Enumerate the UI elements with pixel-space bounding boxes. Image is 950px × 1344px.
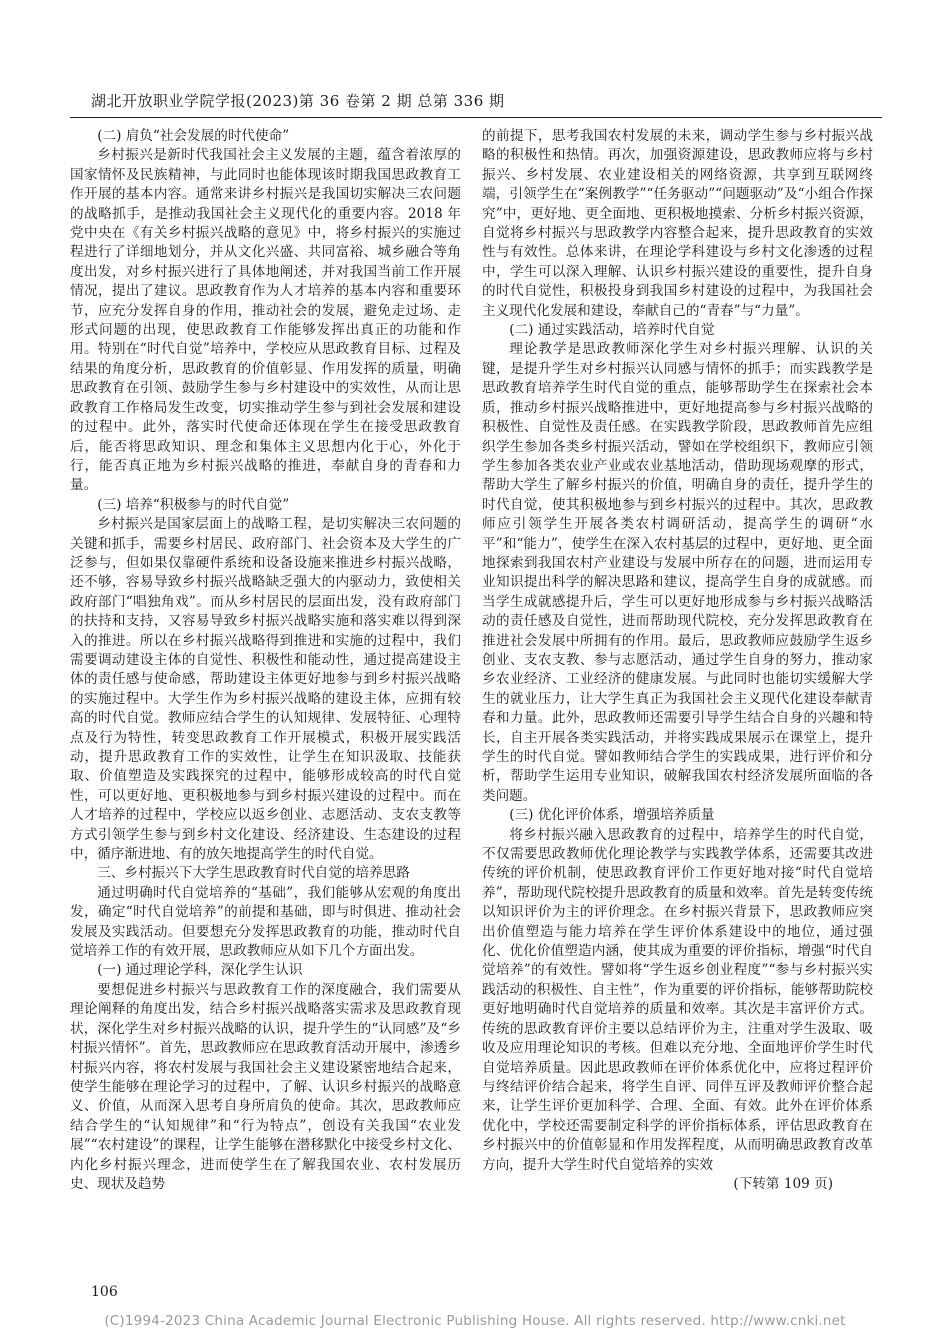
paragraph-continued: 的前提下，思考我国农村发展的未来，调动学生参与乡村振兴战略的积极性和热情。再次，加强资源建设，思政教师应将与乡村振兴、乡村发展、农业建设相关的网络资源，共享到互联网终端，引领学生在“案例教学”“任务驱动”“问题驱动”及“小组合作探究”中，更好地、更全面地、更积极地摸索、分析乡村振兴资源，自觉将乡村振兴与思政教学内容整合起来，提升思政教育的实效性与有效性。总体来讲，在理论学科建设与乡村文化渗透的过程中，学生可以深入理解、认识乡村振兴建设的重要性，提升自身的时代自觉性，积极投身到我国乡村建设的过程中，为我国社会主义现代化发展和建设，奉献自己的“青春”与“力量”。 bbox=[482, 128, 873, 319]
paragraph: 要想促进乡村振兴与思政教育工作的深度融合，我们需要从理论阐释的角度出发，结合乡村振兴战略落实需求及思政教育现状，深化学生对乡村振兴战略的认识，提升学生的“认同感”及“乡村振兴情怀”。首先，思政教师应在思政教育活动开展中，渗透乡村振兴内容，将农村发展与我国社会主义建设紧密地结合起来，使学生能够在理论学习的过程中，了解、认识乡村振兴的战略意义、价值，从而深入思考自身所肩负的使命。其次，思政教师应结合学生的“认知规律”和“行为特点”，创设有关我国“农业发展”“农村建设”的课程，让学生能够在潜移默化中接受乡村文化、内化乡村振兴理念，进而使学生在了解我国农业、农村发展历史、现状及趋势 bbox=[70, 981, 461, 1192]
header-rule bbox=[70, 117, 882, 118]
left-column bbox=[70, 127, 461, 1282]
section-heading: (三) 优化评价体系，增强培养质量 bbox=[509, 807, 715, 824]
paragraph: 理论教学是思政教师深化学生对乡村振兴理解、认识的关键，是提升学生对乡村振兴认同感与情怀的抓手；而实践教学是思政教育培养学生时代自觉的重点，能够帮助学生在探索社会本质，推动乡村振兴战略推进中，更好地提高参与乡村振兴战略的积极性、自觉性及责任感。在实践教学阶段，思政教师首先应组织学生参加各类乡村振兴活动，譬如在学校组织下，教师应引领学生参加各类农业产业或农业基地活动，借助现场观摩的形式，帮助大学生了解乡村振兴的价值，明确自身的责任，提升学生的时代自觉，使其积极地参与到乡村振兴的过程中。其次，思政教师应引领学生开展各类农村调研活动，提高学生的调研“水平”和“能力”，使学生在深入农村基层的过程中，更好地、更全面地探索到我国农村产业建设与发展中所存在的问题，进而运用专业知识提出科学的解决思路和建议，提高学生自身的成就感。而当学生成就感提升后，学生可以更好地形成参与乡村振兴战略活动的责任感及自觉性，进而帮助现代院校，充分发挥思政教育在推进社会发展中所拥有的作用。最后，思政教师应鼓励学生返乡创业、支农支教、参与志愿活动，通过学生自身的努力，推动家乡农业经济、工业经济的健康发展。与此同时也能切实缓解大学生的就业压力，让大学生真正为我国社会主义现代化建设奉献青春和力量。此外，思政教师还需要引导学生结合自身的兴趣和特长，自主开展各类实践活动，并将实践成果展示在课堂上，提升学生的时代自觉。譬如教师结合学生的实践成果，进行评价和分析，帮助学生运用专业知识，破解我国农村经济发展所面临的各类问题。 bbox=[482, 341, 873, 804]
section-heading: (二) 肩负“社会发展的时代使命” bbox=[97, 128, 290, 144]
paragraph: 乡村振兴是新时代我国社会主义发展的主题，蕴含着浓厚的国家情怀及民族精神，与此同时也能体现该时期我国思政教育工作开展的基本内容。通常来讲乡村振兴是我国切实解决三农问题的战略抓手，是推动我国社会主义现代化的重要内容。2018 年党中央在《有关乡村振兴战略的意见》中，将乡村振兴的实施过程进行了详细地划分，并从文化兴盛、共同富裕、城乡融合等角度出发，对乡村振兴进行了具体地阐述，并对我国当前工作开展情况，提出了建议。思政教育作为人才培养的基本内容和重要环节，应充分发挥自身的作用，推动社会的发展，避免走过场、走形式问题的出现，使思政教育工作能够发挥出真正的功能和作用。特别在“时代自觉”培养中，学校应从思政教育目标、过程及结果的角度分析，思政教育的价值彰显、作用发挥的质量，明确思政教育在引领、鼓励学生参与乡村建设中的实效性，从而让思政教育工作格局发生改变，切实推动学生参与到社会发展和建设的过程中。此外，落实时代使命还体现在学生在接受思政教育后，能否将思政知识、理念和集体主义思想内化于心，外化于行，能否真正地为乡村振兴战略的推进，奉献自身的青春和力量。 bbox=[70, 147, 461, 494]
paragraph: 将乡村振兴融入思政教育的过程中，培养学生的时代自觉，不仅需要思政教师优化理论教学与实践教学体系，还需要其改进传统的评价机制，使思政教育评价工作更好地对接“时代自觉培养”，帮助现代院校提升思政教育的质量和效率。首先是转变传统以知识评价为主的评价理念。在乡村振兴背景下，思政教师应突出价值塑造与能力培养在学生评价体系建设中的地位，通过强化、优化价值塑造内涵，使其成为重要的评价指标，增强“时代自觉培养”的有效性。譬如将“学生返乡创业程度”“参与乡村振兴实践活动的积极性、自主性”，作为重要的评价指标，能够帮助院校更好地明确时代自觉培养的质量和效率。其次是丰富评价方式。传统的思政教育评价主要以总结评价为主，注重对学生汲取、吸收及应用理论知识的考核。但难以充分地、全面地评价学生时代自觉培养质量。因此思政教师在评价体系优化中，应将过程评价与终结评价结合起来，将学生自评、同伴互评及教师评价整合起来，让学生评价更加科学、合理、全面、有效。此外在评价体系优化中，学校还需要制定科学的评价指标体系，评估思政教育在乡村振兴中的价值彰显和作用发挥程度，从而明确思政教育改革方向，提升大学生时代自觉培养的实效 bbox=[482, 826, 873, 1173]
paragraph: 乡村振兴是国家层面上的战略工程，是切实解决三农问题的关键和抓手，需要乡村居民、政府部门、社会资本及大学生的广泛参与，但如果仅靠硬件系统和设备设施来推进乡村振兴战略，还不够，容易导致乡村振兴战略缺乏强大的内驱动力，致使相关政府部门“唱独角戏”。而从乡村居民的层面出发，没有政府部门的扶持和支持，又容易导致乡村振兴战略实施和落实难以得到深入的推进。所以在乡村振兴战略得到推进和实施的过程中，我们需要调动建设主体的自觉性、积极性和能动性，通过提高建设主体的责任感与使命感，帮助建设主体更好地参与到乡村振兴战略的实施过程中。大学生作为乡村振兴战略的建设主体，应拥有较高的时代自觉。教师应结合学生的认知规律、发展特征、心理特点及行为特性，转变思政教育工作开展模式，积极开展实践活动，提升思政教育工作的实效性，让学生在知识汲取、技能获取、价值塑造及实践探究的过程中，能够形成较高的时代自觉性，可以更好地、更积极地参与到乡村振兴建设的过程中。而在人才培养的过程中，学校应以返乡创业、志愿活动、支农支教等方式引领学生参与到乡村文化建设、经济建设、生态建设的过程中，循序渐进地、有的放矢地提高学生的时代自觉。 bbox=[70, 516, 461, 863]
section-heading: (一) 通过理论学科，深化学生认识 bbox=[97, 962, 303, 979]
paragraph: 通过明确时代自觉培养的“基础”，我们能够从宏观的角度出发，确定“时代自觉培养”的前提和基础，即与时俱进、推动社会发展及实践活动。但要想充分发挥思政教育的功能，推动时代自觉培养工作的有效开展，思政教师应从如下几个方面出发。 bbox=[70, 884, 461, 960]
section-heading: (二) 通过实践活动，培养时代自觉 bbox=[509, 322, 715, 339]
right-column bbox=[482, 127, 873, 1282]
copyright-footer: (C)1994-2023 China Academic Journal Electronic Publishing House. All rights reserved. http://www.cnki.net bbox=[104, 1313, 846, 1329]
chapter-heading: 三、乡村振兴下大学生思政教育时代自觉的培养思路 bbox=[97, 865, 410, 882]
running-head: 湖北开放职业学院学报(2023)第 36 卷第 2 期 总第 336 期 bbox=[91, 92, 505, 110]
continued-note: (下转第 109 页) bbox=[733, 1175, 833, 1192]
section-heading: (三) 培养“积极参与的时代自觉” bbox=[97, 496, 290, 513]
page-number: 106 bbox=[91, 1284, 118, 1300]
